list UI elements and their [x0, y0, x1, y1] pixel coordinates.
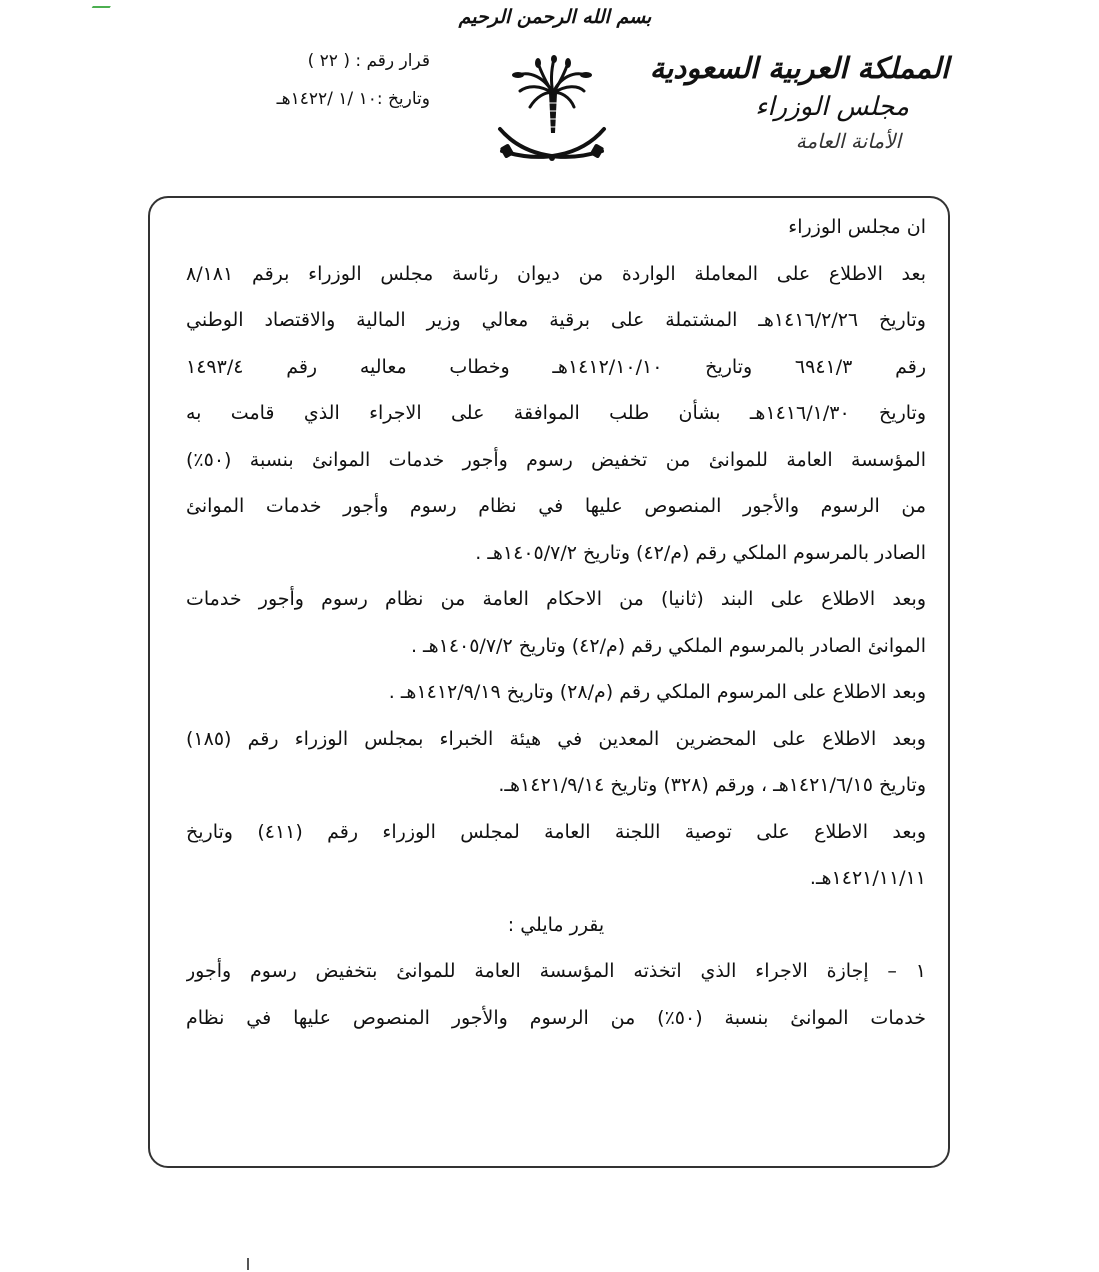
body-line: وبعد الاطلاع على المرسوم الملكي رقم (م/٢٨) وتاريخ ١٤١٢/٩/١٩هـ . [388, 681, 926, 703]
body-line: خدمات الموانئ بنسبة (٥٠٪) من الرسوم والأجور المنصوص عليها في نظام [186, 1006, 926, 1029]
basmala: بسم الله الرحمن الرحيم [458, 6, 652, 28]
body-line: المؤسسة العامة للموانئ من تخفيض رسوم وأجور خدمات الموانئ بنسبة (٥٠٪) [186, 448, 926, 471]
decision-body [186, 204, 926, 1041]
issuer-council: مجلس الوزراء [755, 92, 909, 122]
body-line: ان مجلس الوزراء [788, 216, 926, 238]
body-line: وتاريخ ١٤١٦/٢/٢٦هـ المشتملة على برقية معالي وزير المالية والاقتصاد الوطني [186, 309, 926, 331]
corner-mark [92, 0, 115, 8]
body-line: وتاريخ ١٤١٦/١/٣٠هـ بشأن طلب الموافقة على الاجراء الذي قامت به [186, 402, 926, 424]
decision-number: قرار رقم : ( ٢٢ ) [307, 51, 430, 71]
body-line: الصادر بالمرسوم الملكي رقم (م/٤٢) وتاريخ ١٤٠٥/٧/٢هـ . [475, 541, 926, 564]
issuer-secretariat: الأمانة العامة [795, 129, 901, 153]
issuer-kingdom: المملكة العربية السعودية [649, 51, 949, 85]
body-line: من الرسوم والأجور المنصوص عليها في نظام رسوم وأجور خدمات الموانئ [186, 495, 926, 517]
issuer-block [649, 48, 949, 156]
decision-reference [190, 42, 430, 118]
body-line: ١ – إجازة الاجراء الذي اتخذته المؤسسة العامة للموانئ بتخفيض رسوم وأجور [186, 960, 926, 982]
body-line: ١٤٢١/١١/١١هـ. [809, 867, 926, 889]
resolution-heading: يقرر مايلي : [507, 913, 605, 936]
body-line: وبعد الاطلاع على المحضرين المعدين في هيئة الخبراء بمجلس الوزراء رقم (١٨٥) [186, 727, 926, 750]
page-mark [247, 1258, 249, 1270]
body-line: بعد الاطلاع على المعاملة الواردة من ديوان رئاسة مجلس الوزراء برقم ٨/١٨١ [186, 262, 926, 285]
body-line: وبعد الاطلاع على البند (ثانيا) من الاحكام العامة من نظام رسوم وأجور خدمات [186, 588, 926, 610]
decision-date: وتاريخ :١٠ /١ /١٤٢٢هـ [276, 89, 430, 109]
body-line: رقم ٦٩٤١/٣ وتاريخ ١٤١٢/١٠/١٠هـ وخطاب معاليه رقم ١٤٩٣/٤ [186, 355, 926, 378]
body-line: وبعد الاطلاع على توصية اللجنة العامة لمجلس الوزراء رقم (٤١١) وتاريخ [186, 820, 926, 843]
saudi-emblem-palm-swords-icon [494, 55, 610, 177]
body-line: الموانئ الصادر بالمرسوم الملكي رقم (م/٤٢) وتاريخ ١٤٠٥/٧/٢هـ . [410, 634, 926, 657]
body-line: وتاريخ ١٤٢١/٦/١٥هـ ، ورقم (٣٢٨) وتاريخ ١٤٢١/٩/١٤هـ. [498, 774, 926, 796]
